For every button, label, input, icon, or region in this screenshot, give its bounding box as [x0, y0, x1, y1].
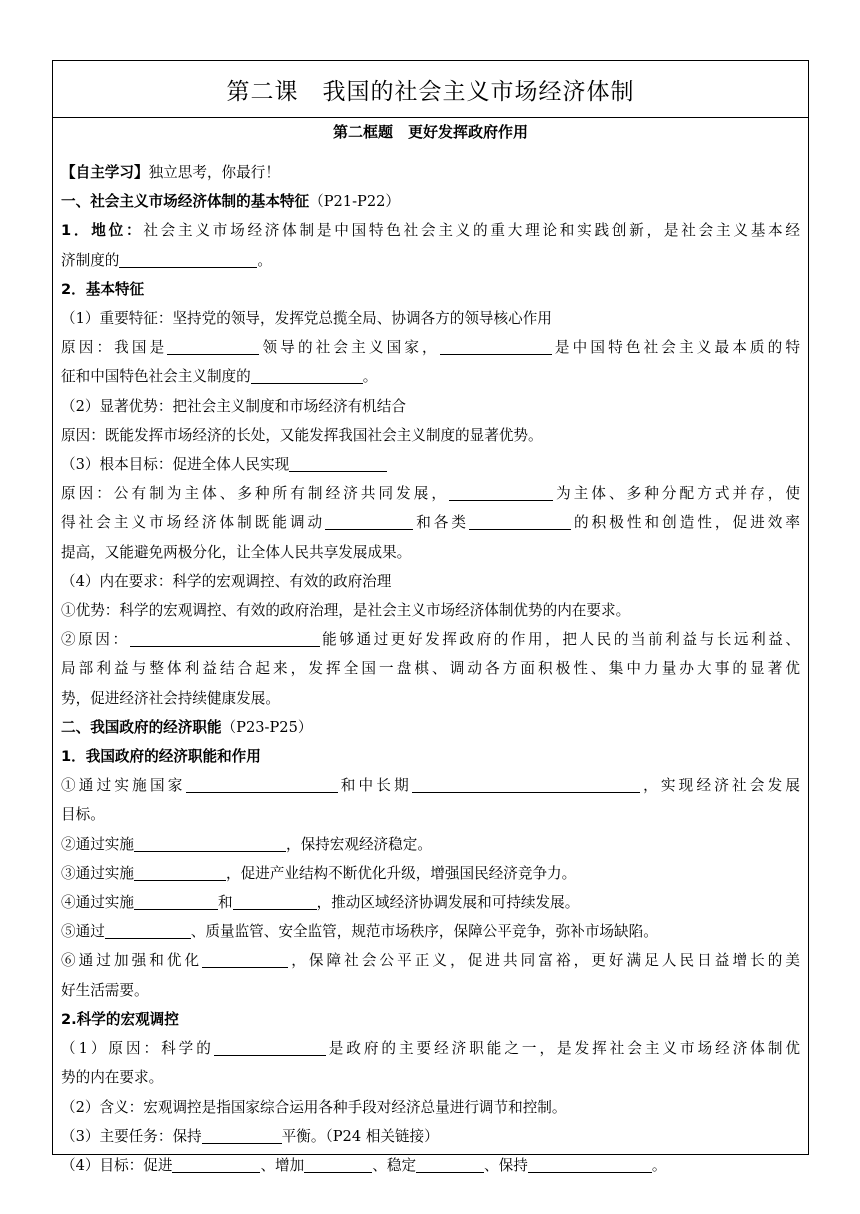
blank — [134, 864, 226, 881]
worksheet — [52, 60, 809, 1174]
blank — [416, 1156, 484, 1173]
blank — [134, 893, 218, 910]
blank — [105, 922, 191, 939]
text-line: ④通过实施 和 ，推动区域经济协调发展和可持续发展。 — [61, 894, 580, 912]
blank — [134, 835, 286, 852]
blank — [167, 338, 259, 355]
text-line: 势的内在要求。 — [61, 1069, 164, 1087]
self-study-line: 【自主学习】独立思考，你最行！ — [61, 164, 280, 181]
text-line: 提高，又能避免两极分化，让全体人民共享发展成果。 — [61, 543, 412, 561]
text-line: 局部利益与整体利益结合起来，发挥全国一盘棋、调动各方面积极性、集中力量办大事的显著优 — [61, 660, 800, 678]
text-line: （4）目标：促进 、增加 、稳定 、保持 。 — [61, 1156, 667, 1174]
text-line: ③通过实施 ，促进产业结构不断优化升级，增强国民经济竞争力。 — [61, 864, 577, 882]
text-line: 得社会主义市场经济体制既能调动 和各类 的积极性和创造性，促进效率 — [61, 514, 800, 532]
blank — [449, 484, 553, 501]
blank — [119, 251, 257, 268]
blank — [130, 630, 320, 647]
blank — [412, 776, 640, 793]
blank — [304, 1156, 372, 1173]
text-line: ⑤通过 、质量监管、安全监管，规范市场秩序，保障公平竞争，弥补市场缺陷。 — [61, 923, 658, 941]
text-line: （1）原因：科学的 是政府的主要经济职能之一，是发挥社会主义市场经济体制优 — [61, 1040, 800, 1058]
text-line: 征和中国特色社会主义制度的 。 — [61, 368, 378, 386]
blank — [440, 338, 552, 355]
blank — [325, 513, 413, 530]
blank — [172, 1156, 260, 1173]
blank — [251, 367, 363, 384]
subheading: 2.科学的宏观调控 — [61, 1010, 179, 1028]
section-subtitle: 第二框题 更好发挥政府作用 — [332, 123, 528, 141]
text-line: （3）根本目标：促进全体人民实现 — [61, 450, 800, 479]
subheading: 1．我国政府的经济职能和作用 — [61, 748, 261, 766]
heading-1: 一、社会主义市场经济体制的基本特征（P21-P22） — [61, 193, 401, 211]
blank — [469, 513, 571, 530]
text-line: 1．地位：社会主义市场经济体制是中国特色社会主义的重大理论和实践创新，是社会主义基本经 — [61, 222, 800, 240]
text-line: （3）主要任务：保持 平衡。（P24 相关链接） — [61, 1127, 439, 1145]
blank — [186, 776, 338, 793]
text-line: 济制度的 。 — [61, 251, 272, 269]
text-line: ①通过实施国家 和中长期 ，实现经济社会发展 — [61, 777, 800, 795]
title-row — [53, 61, 808, 118]
subheading: 2．基本特征 — [61, 280, 145, 298]
text-line: 原因：公有制为主体、多种所有制经济共同发展， 为主体、多种分配方式并存，使 — [61, 485, 800, 503]
text-line: 目标。 — [61, 806, 105, 824]
text-line: 原因：我国是 领导的社会主义国家， 是中国特色社会主义最本质的特 — [61, 339, 800, 357]
text-line: ②原因： 能够通过更好发挥政府的作用，把人民的当前利益与长远利益、 — [61, 631, 800, 649]
blank — [202, 951, 288, 968]
blank — [202, 1127, 282, 1144]
text-line: （2）显著优势：把社会主义制度和市场经济有机结合 — [61, 397, 406, 415]
text-line: ②通过实施 ，保持宏观经济稳定。 — [61, 835, 432, 853]
text-line: （4）内在要求：科学的宏观调控、有效的政府治理 — [61, 572, 392, 590]
text-line: 好生活需要。 — [61, 981, 149, 999]
text-line: （2）含义：宏观调控是指国家综合运用各种手段对经济总量进行调节和控制。 — [61, 1098, 567, 1116]
text-line: 原因：既能发挥市场经济的长处，又能发挥我国社会主义制度的显著优势。 — [61, 426, 543, 444]
heading-2: 二、我国政府的经济职能（P23-P25） — [61, 718, 313, 736]
text-line: ①优势：科学的宏观调控、有效的政府治理，是社会主义市场经济体制优势的内在要求。 — [61, 602, 631, 620]
lesson-title: 第二课 我国的社会主义市场经济体制 — [226, 78, 635, 105]
blank — [233, 893, 317, 910]
text-line: （1）重要特征：坚持党的领导，发挥党总揽全局、协调各方的领导核心作用 — [61, 310, 552, 328]
blank — [528, 1156, 652, 1173]
worksheet-body — [53, 118, 808, 1180]
text-line: 势，促进经济社会持续健康发展。 — [61, 689, 280, 707]
text-line: ⑥通过加强和优化 ，保障社会公平正义，促进共同富裕，更好满足人民日益增长的美 — [61, 952, 800, 970]
blank — [214, 1039, 326, 1056]
blank — [289, 455, 387, 472]
